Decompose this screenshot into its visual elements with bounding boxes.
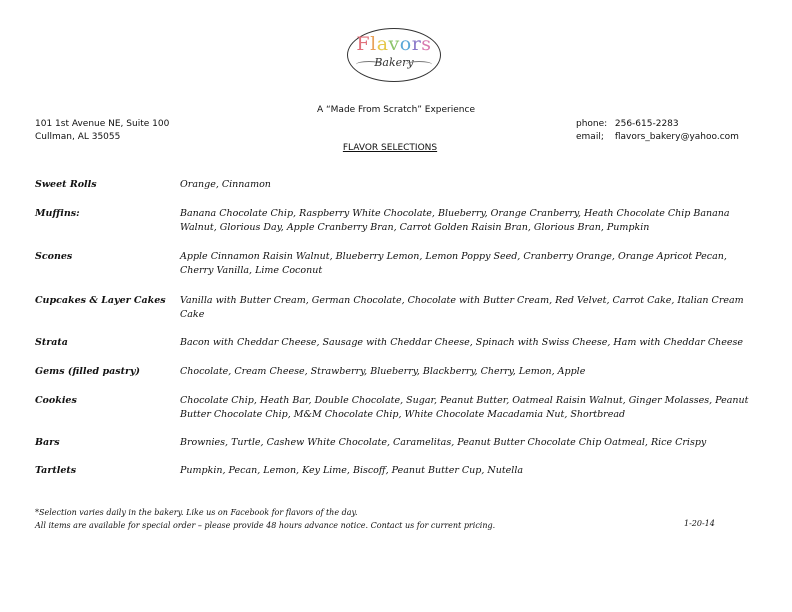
- menu-category: Cupcakes & Layer Cakes: [35, 295, 166, 306]
- menu-items: Orange, Cinnamon: [180, 179, 271, 190]
- bakery-logo: [347, 28, 441, 82]
- tagline: A “Made From Scratch” Experience: [316, 105, 475, 115]
- logo-letter: s: [421, 33, 432, 55]
- menu-items: Vanilla with Butter Cream, German Chocolate, Chocolate with Butter Cream, Red Velvet, Carrot Cake, Italian Cream Cake: [180, 295, 744, 320]
- phone-number: 256-615-2283: [614, 119, 679, 129]
- footnotes: [35, 506, 495, 532]
- address-block: [35, 118, 169, 144]
- address-line-1: 101 1st Avenue NE, Suite 100: [35, 119, 170, 129]
- email-label: email;: [576, 132, 604, 142]
- menu-category: Strata: [35, 337, 68, 348]
- contact-block: [576, 118, 739, 144]
- menu-items: Pumpkin, Pecan, Lemon, Key Lime, Biscoff, Peanut Butter Cup, Nutella: [180, 465, 524, 476]
- menu-category: Scones: [35, 251, 73, 262]
- menu-category: Gems (filled pastry): [35, 366, 141, 377]
- menu-category: Tartlets: [35, 465, 77, 476]
- menu-items: Chocolate, Cream Cheese, Strawberry, Blueberry, Blackberry, Cherry, Lemon, Apple: [180, 366, 586, 377]
- menu-items: Banana Chocolate Chip, Raspberry White Chocolate, Blueberry, Orange Cranberry, Heath Chocolate Chip Banana Walnut, Glorious Day, Apple Cranberry Bran, Carrot Golden Raisin Bran, Glorious Bran, Pumpkin: [180, 208, 730, 233]
- menu-items: Bacon with Cheddar Cheese, Sausage with Cheddar Cheese, Spinach with Swiss Cheese, Ham with Cheddar Cheese: [180, 337, 743, 348]
- menu-items: Brownies, Turtle, Cashew White Chocolate, Caramelitas, Peanut Butter Chocolate Chip Oatmeal, Rice Crispy: [180, 437, 707, 448]
- logo-letter: r: [411, 33, 422, 55]
- logo-letter: l: [370, 33, 377, 55]
- revision-date: 1-20-14: [684, 519, 715, 528]
- menu-category: Cookies: [35, 395, 77, 406]
- logo-title: [348, 33, 440, 55]
- logo-letter: a: [376, 33, 389, 55]
- flourish-right-icon: [406, 61, 432, 68]
- menu-items: Apple Cinnamon Raisin Walnut, Blueberry Lemon, Lemon Poppy Seed, Cranberry Orange, Orange Apricot Pecan, Cherry Vanilla, Lime Coconut: [180, 251, 727, 276]
- footnote-special-order: All items are available for special order – please provide 48 hours advance notice. Contact us for current pricing.: [35, 521, 496, 530]
- logo-letter: o: [399, 33, 412, 55]
- phone-label: phone:: [576, 119, 608, 129]
- logo-subtitle: Bakery: [374, 56, 414, 69]
- email-address: flavors_bakery@yahoo.com: [614, 132, 739, 142]
- menu-category: Sweet Rolls: [35, 179, 97, 190]
- menu-category: Bars: [35, 437, 60, 448]
- logo-letter: v: [388, 33, 400, 55]
- phone-row: [576, 118, 739, 131]
- address-line-2: Cullman, AL 35055: [35, 132, 121, 142]
- menu-items: Chocolate Chip, Heath Bar, Double Chocolate, Sugar, Peanut Butter, Oatmeal Raisin Walnut, Ginger Molasses, Peanut Butter Chocolate Chip, M&M Chocolate Chip, White Chocolate Macadamia Nut, Shortbread: [180, 395, 749, 420]
- menu-category: Muffins:: [35, 208, 80, 219]
- logo-letter: F: [356, 33, 371, 55]
- section-title: FLAVOR SELECTIONS: [342, 143, 438, 153]
- footnote-selection: *Selection varies daily in the bakery. Like us on Facebook for flavors of the day.: [35, 508, 358, 517]
